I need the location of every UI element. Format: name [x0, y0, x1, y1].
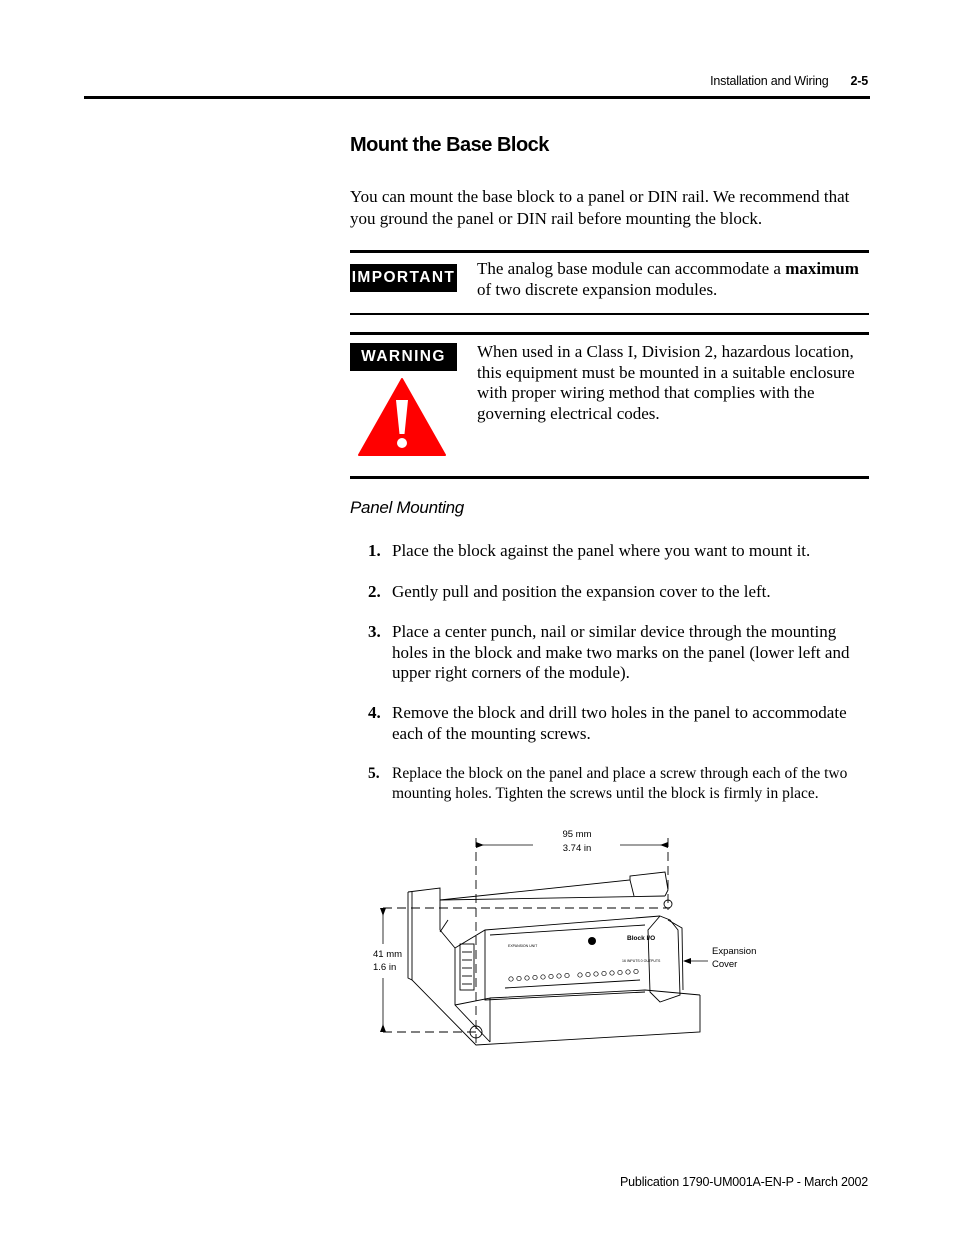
important-text: [477, 259, 862, 300]
step-number: 5.: [368, 765, 380, 782]
width-arrow-right: [660, 842, 668, 848]
warning-label: WARNING: [350, 343, 457, 371]
step-number: 2.: [368, 582, 381, 601]
important-text-bold: maximum: [785, 259, 859, 278]
important-text-after: of two discrete expansion modules.: [477, 279, 718, 299]
warning-top-rule: [350, 332, 869, 335]
important-bottom-rule: [350, 313, 869, 315]
height-arrow-top: [380, 908, 386, 916]
step-5: [368, 764, 868, 804]
step-text: Remove the block and drill two holes in the panel to accommodate each of the mounting screws.: [392, 703, 847, 743]
width-arrow-left: [476, 842, 484, 848]
intro-paragraph: You can mount the base block to a panel or DIN rail. We recommend that you ground the panel or DIN rail before mounting the block.: [350, 187, 850, 228]
step-3: [368, 622, 868, 684]
page-number: 2-5: [850, 74, 868, 88]
height-mm-label: 41 mm: [373, 949, 403, 960]
callout-arrow: [683, 958, 691, 964]
device-label: Block I/O: [627, 935, 656, 942]
width-in-label: 3.74 in: [562, 843, 592, 854]
step-text: Replace the block on the panel and place a screw through each of the two mounting holes. Tighten the screws until the block is firmly in place.: [392, 765, 848, 802]
important-text-before: The analog base module can accommodate a: [477, 259, 781, 278]
warning-bottom-rule: [350, 476, 869, 479]
brand-logo-icon: [588, 937, 596, 945]
step-2: [368, 582, 868, 603]
section-title: Mount the Base Block: [350, 134, 549, 156]
callout-cover: Cover: [712, 959, 738, 970]
header-section: Installation and Wiring: [710, 74, 829, 88]
status-leds: [509, 969, 638, 981]
step-text: Gently pull and position the expansion cover to the left.: [392, 582, 771, 601]
height-in-label: 1.6 in: [373, 962, 397, 973]
step-number: 1.: [368, 541, 381, 560]
step-text: Place the block against the panel where you want to mount it.: [392, 541, 811, 560]
device-sublabel-io: 16 INPUTS 0 OUTPUTS: [622, 959, 661, 963]
running-header: [710, 74, 868, 88]
important-label: IMPORTANT: [350, 264, 457, 292]
publication-footer: Publication 1790-UM001A-EN-P - March 2002: [620, 1175, 868, 1189]
callout-expansion: Expansion: [712, 946, 757, 957]
subheading-panel-mounting: Panel Mounting: [350, 498, 464, 517]
warning-triangle-icon: [356, 376, 448, 458]
step-1: [368, 541, 868, 562]
mounting-dimensions-figure: [360, 820, 780, 1056]
important-top-rule: [350, 250, 869, 253]
device-sublabel-expansion: EXPANSION UNIT: [508, 944, 538, 948]
height-arrow-bottom: [380, 1024, 386, 1032]
step-number: 3.: [368, 622, 381, 641]
warning-text: When used in a Class I, Division 2, hazardous location, this equipment must be mounted in a suitable enclosure with proper wiring method that complies with the governing electrical codes.: [477, 342, 855, 423]
step-number: 4.: [368, 703, 381, 722]
header-rule: [84, 96, 870, 99]
step-4: [368, 703, 868, 744]
width-mm-label: 95 mm: [562, 829, 592, 840]
step-text: Place a center punch, nail or similar device through the mounting holes in the block and make two marks on the panel (lower left and upper right corners of the module).: [392, 622, 850, 682]
